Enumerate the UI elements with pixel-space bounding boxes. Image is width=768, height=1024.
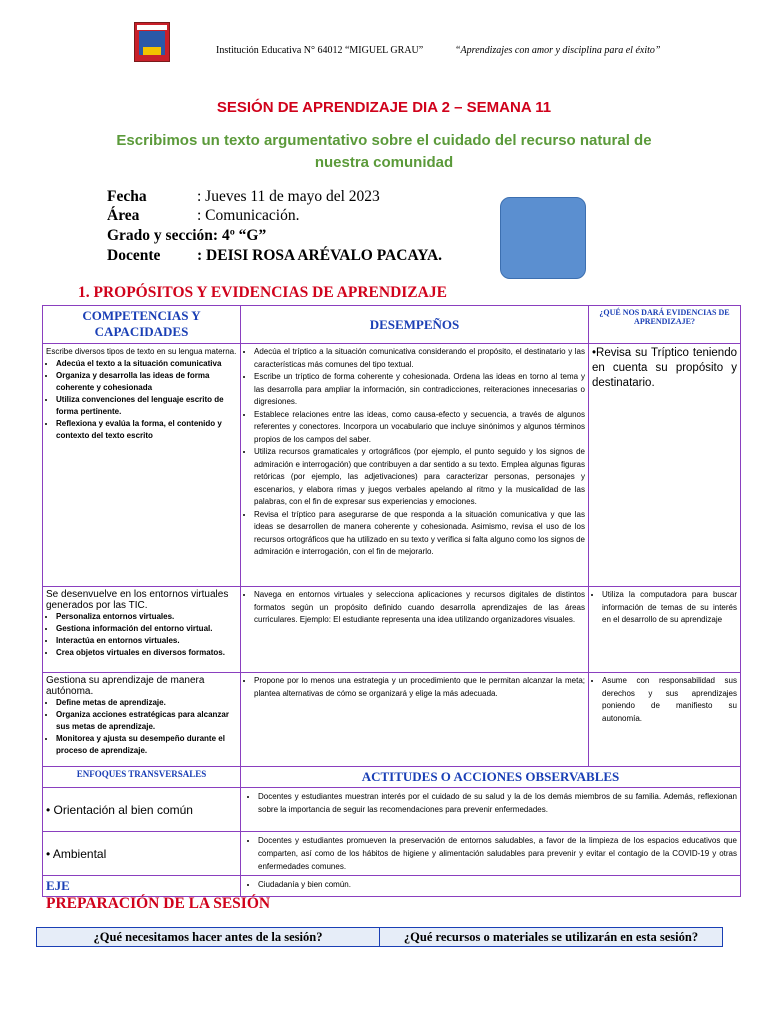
row2-competencia: Se desenvuelve en los entornos virtuales generados por las TIC.	[46, 589, 229, 611]
list-item: • Organiza y desarrolla las ideas de forma coherente y cohesionada	[56, 370, 237, 394]
preparacion-col-recursos: ¿Qué recursos o materiales se utilizarán en esta sesión?	[403, 930, 699, 944]
bullet-icon: •	[592, 347, 597, 359]
list-item: • Utiliza la computadora para buscar información de temas de su interés en el desarrollo de su aprendizaje	[602, 589, 737, 627]
header-desempenos: DESEMPEÑOS	[241, 306, 589, 344]
row3-competencia: Gestiona su aprendizaje de manera autónoma.	[46, 675, 205, 697]
list-item: • Organiza acciones estratégicas para alcanzar sus metas de aprendizaje.	[56, 709, 237, 733]
enfoque-ambiental: • Ambiental	[43, 832, 241, 876]
institution-name: Institución Educativa N° 64012 “MIGUEL GRAU”	[216, 45, 424, 56]
section-title-propositos: 1. PROPÓSITOS Y EVIDENCIAS DE APRENDIZAJE	[78, 284, 447, 301]
fecha-value: : Jueves 11 de mayo del 2023	[197, 188, 380, 205]
eje-text-cell	[241, 876, 741, 897]
header-evidencias: ¿QUÉ NOS DARÁ EVIDENCIAS DE APRENDIZAJE?	[589, 306, 741, 344]
list-item: • Adecúa el tríptico a la situación comunicativa considerando el propósito, el destinatario y las características más comunes del tipo textual.	[254, 346, 585, 371]
session-subtitle: Escribimos un texto argumentativo sobre el cuidado del recurso natural de nuestra comunidad	[116, 132, 652, 171]
fecha-label: Fecha	[107, 188, 147, 205]
list-item: • Navega en entornos virtuales y selecciona aplicaciones y recursos digitales de distintos formatos según un propósito definido cuando desarrolla aprendizajes de las áreas curriculares. Ejemplo: El estudiante representa una idea utilizando organizadores visuales.	[254, 589, 585, 627]
row1-desempenos-cell	[241, 344, 589, 587]
school-logo	[134, 22, 170, 62]
area-value: : Comunicación.	[197, 207, 300, 224]
docente-label: Docente	[107, 247, 161, 264]
session-title: SESIÓN DE APRENDIZAJE DIA 2 – SEMANA 11	[216, 99, 552, 116]
row2-competencia-cell	[43, 587, 241, 673]
eje-label: EJE	[43, 876, 241, 897]
list-item: • Asume con responsabilidad sus derechos y sus aprendizajes poniendo de manifiesto su autonomía.	[602, 675, 737, 725]
row1-evidencia: Revisa su Tríptico teniendo en cuenta su propósito y destinatario.	[592, 347, 737, 389]
list-item: • Adecúa el texto a la situación comunicativa	[56, 358, 237, 370]
docente-value: : DEISI ROSA ARÉVALO PACAYA.	[197, 247, 443, 264]
list-item: • Utiliza convenciones del lenguaje escrito de forma pertinente.	[56, 394, 237, 418]
info-grado: Grado y sección: 4º “G”	[107, 227, 267, 244]
list-item: • Utiliza recursos gramaticales y ortográficos (por ejemplo, el punto seguido y los signos de admiración e interrogación) que contribuyen a dar sentido a su texto. Emplea algunas figuras retóricas (por ejemplo, las adjetivaciones) para caracterizar personas, personajes y escenarios, y elabora rimas y juegos verbales apelando al ritmo y la musicalidad de las palabras, con el fin de expresar sus experiencias y emociones.	[254, 446, 585, 509]
enfoques-header: ENFOQUES TRANSVERSALES	[43, 767, 241, 788]
list-item: • Docentes y estudiantes promueven la preservación de entornos saludables, a favor de la limpieza de los espacios educativos que comparten, así como de los hábitos de higiene y alimentación saludables para prevenir y evitar el contagio de la COVID-19 y otras enfermedades comunes.	[258, 834, 737, 873]
info-fecha	[107, 188, 380, 206]
list-item: • Propone por lo menos una estrategia y un procedimiento que le permitan alcanzar la meta; plantea alternativas de cómo se organizará y elige la más adecuada.	[254, 675, 585, 700]
list-item: • Crea objetos virtuales en diversos formatos.	[56, 647, 237, 659]
enfoque-bien-comun: • Orientación al bien común	[43, 788, 241, 832]
enfoque-label: Ambiental	[52, 846, 107, 861]
row3-desempeno-cell	[241, 673, 589, 767]
list-item: • Personaliza entornos virtuales.	[56, 611, 237, 623]
section-title-preparacion: PREPARACIÓN DE LA SESIÓN	[46, 895, 271, 912]
list-item: • Define metas de aprendizaje.	[56, 697, 237, 709]
list-item: • Docentes y estudiantes muestran interés por el cuidado de su salud y la de los demás miembros de su familia. Además, reflexionan sobre la importancia de seguir las recomendaciones para prevenir enfermedades.	[258, 790, 737, 816]
list-item: • Revisa el tríptico para asegurarse de que responda a la situación comunicativa y que las ideas se desarrollen de manera coherente y cohesionada. Asimismo, revisa el uso de los recursos ortográficos que ha utilizado en su texto y verifica si falta alguno como los signos de admiración e interrogación, con el fin de mejorarlo.	[254, 509, 585, 559]
list-item: • Gestiona información del entorno virtual.	[56, 623, 237, 635]
enfoque-bien-comun-text-cell	[241, 788, 741, 832]
header-competencias: COMPETENCIAS Y CAPACIDADES	[43, 306, 241, 344]
list-item: • Establece relaciones entre las ideas, como causa-efecto y secuencia, a través de algunos referentes y conectores. Incorpora un vocabulario que incluye sinónimos y algunos términos propios de los campos del saber.	[254, 409, 585, 447]
list-item: • Reflexiona y evalúa la forma, el contenido y contexto del texto escrito	[56, 418, 237, 442]
photo-placeholder	[500, 197, 586, 279]
list-item: • Interactúa en entornos virtuales.	[56, 635, 237, 647]
enfoque-ambiental-text-cell	[241, 832, 741, 876]
list-item: • Ciudadanía y bien común.	[258, 878, 737, 891]
row1-competencia: Escribe diversos tipos de texto en su lengua materna.	[46, 347, 237, 356]
enfoque-label: Orientación al bien común	[53, 802, 193, 817]
row3-competencia-cell	[43, 673, 241, 767]
institution-motto: “Aprendizajes con amor y disciplina para el éxito”	[455, 45, 661, 56]
row3-evidencia-cell	[589, 673, 741, 767]
actitudes-header: ACTITUDES O ACCIONES OBSERVABLES	[241, 767, 741, 788]
row1-evidencia-cell	[589, 344, 741, 587]
propositos-table	[42, 305, 741, 897]
area-label: Área	[107, 207, 140, 224]
preparacion-table	[36, 927, 723, 947]
row2-desempeno-cell	[241, 587, 589, 673]
row2-evidencia-cell	[589, 587, 741, 673]
info-docente	[107, 247, 442, 265]
list-item: • Monitorea y ajusta su desempeño durante el proceso de aprendizaje.	[56, 733, 237, 757]
info-area	[107, 207, 299, 225]
row1-competencia-cell	[43, 344, 241, 587]
list-item: • Escribe un tríptico de forma coherente y cohesionada. Ordena las ideas en torno al tema y las desarrolla para ampliar la información, sin contradicciones, reiteraciones innecesarias o digresiones.	[254, 371, 585, 409]
preparacion-col-antes: ¿Qué necesitamos hacer antes de la sesión?	[37, 928, 380, 946]
